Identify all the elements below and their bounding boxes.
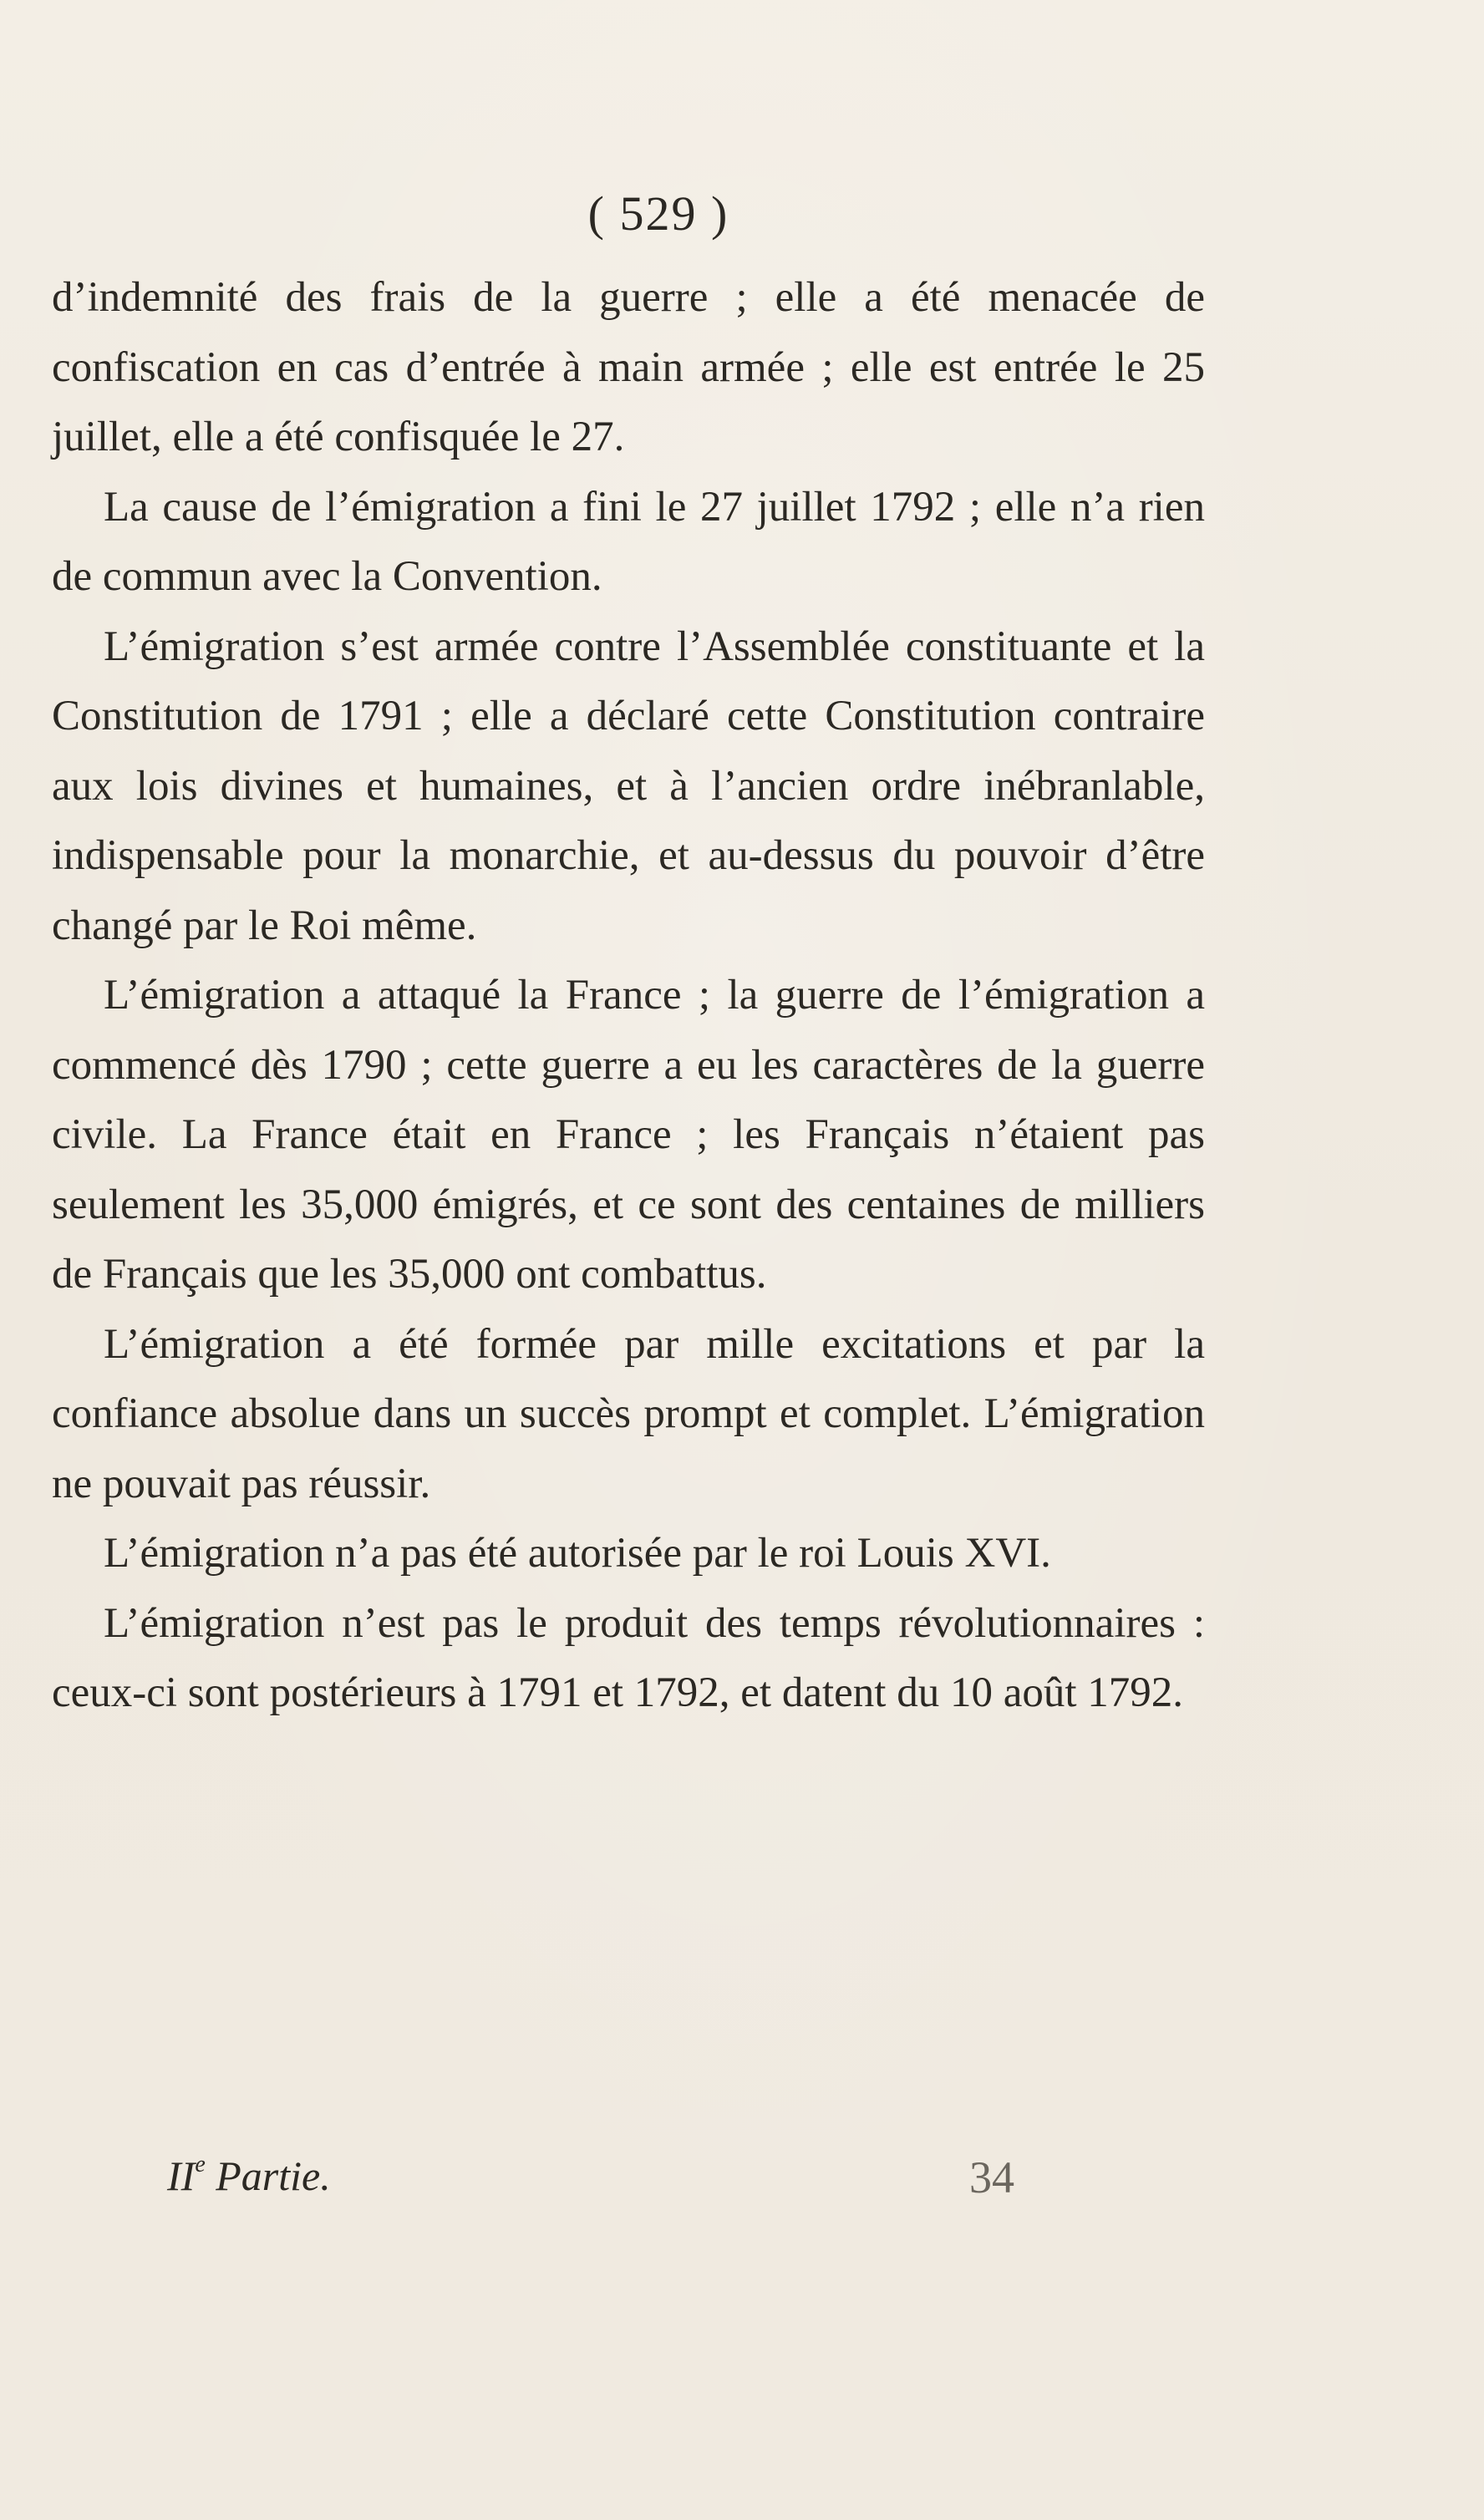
body-text xyxy=(52,263,1205,1729)
paragraph: L’émigration a été formée par mille excitations et par la confiance absolue dans un succès prompt et complet. L’émigration ne pouvait pas réussir. xyxy=(52,1320,1205,1507)
paragraph: L’émigration n’a pas été autorisée par le roi Louis XVI. xyxy=(104,1530,1051,1577)
signature-part: II xyxy=(167,2152,196,2199)
signature-label: Partie. xyxy=(205,2152,331,2199)
paragraph: L’émigration n’est pas le produit des temps révolutionnaires : ceux-ci sont postérieurs à 1791 et 1792, et datent du 10 août 1792. xyxy=(52,1599,1205,1716)
paragraph: La cause de l’émigration a fini le 27 juillet 1792 ; elle n’a rien de commun avec la Convention. xyxy=(52,483,1205,600)
paragraph: L’émigration a attaqué la France ; la guerre de l’émigration a commencé dès 1790 ; cette guerre a eu les caractères de la guerre civile. La France était en France ; les Français n’étaient pas seulement les 35,000 émigrés, et ce sont des centaines de milliers de Français que les 35,000 ont combattus. xyxy=(52,972,1205,1298)
page-footer xyxy=(0,2152,1484,2218)
signature-superscript: e xyxy=(195,2152,206,2177)
page-number: ( 529 ) xyxy=(587,186,729,241)
sheet-number: 34 xyxy=(969,2152,1014,2202)
paragraph-continued: d’indemnité des frais de la guerre ; elle a été menacée de confiscation en cas d’entrée à main armée ; elle est entrée le 25 juillet, elle a été confisquée le 27. xyxy=(52,274,1205,460)
paragraph: L’émigration s’est armée contre l’Assemblée constituante et la Constitution de 1791 ; elle a déclaré cette Constitution contraire aux lois divines et humaines, et à l’ancien ordre inébranlable, indispensable pour la monarchie, et au-dessus du pouvoir d’être changé par le Roi même. xyxy=(52,622,1205,949)
signature-mark xyxy=(167,2152,331,2200)
